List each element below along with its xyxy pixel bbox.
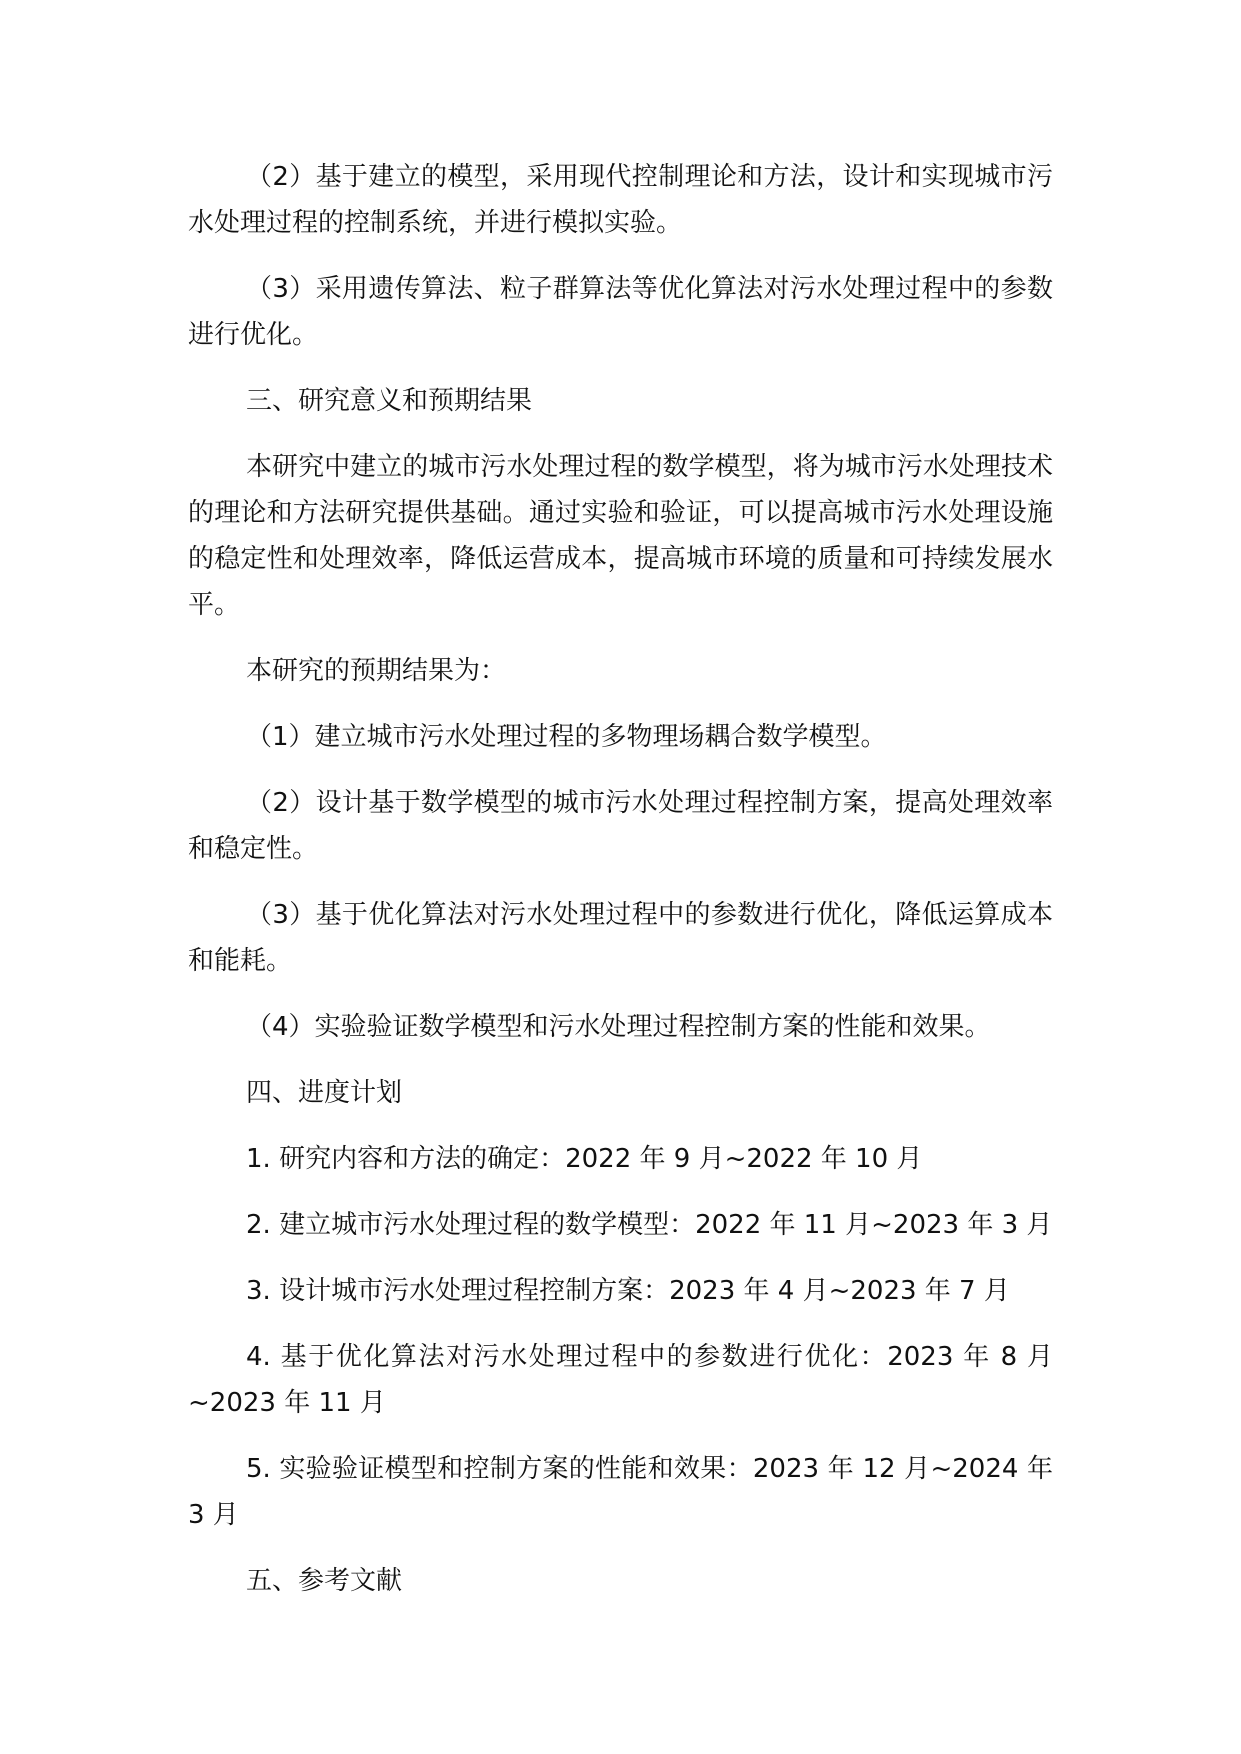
paragraph-expected-result-4: （4）实验验证数学模型和污水处理过程控制方案的性能和效果。	[246, 1012, 991, 1042]
document-body	[188, 154, 1053, 1624]
paragraph-significance: 本研究中建立的城市污水处理过程的数学模型，将为城市污水处理技术的理论和方法研究提供基础。通过实验和验证，可以提高城市污水处理设施的稳定性和处理效率，降低运营成本，提高城市环境的质量和可持续发展水平。	[188, 452, 1053, 620]
schedule-item-4: 4. 基于优化算法对污水处理过程中的参数进行优化：2023 年 8 月~2023 年 11 月	[188, 1342, 1053, 1418]
section-heading-schedule: 四、进度计划	[246, 1078, 403, 1108]
paragraph-expected-result-3: （3）基于优化算法对污水处理过程中的参数进行优化，降低运算成本和能耗。	[188, 900, 1053, 976]
paragraph-objective-2: （2）基于建立的模型，采用现代控制理论和方法，设计和实现城市污水处理过程的控制系统，并进行模拟实验。	[188, 162, 1053, 238]
paragraph-expected-results-intro: 本研究的预期结果为：	[246, 656, 507, 686]
paragraph-expected-result-1: （1）建立城市污水处理过程的多物理场耦合数学模型。	[246, 722, 887, 752]
schedule-item-5: 5. 实验验证模型和控制方案的性能和效果：2023 年 12 月~2024 年 3 月	[188, 1454, 1053, 1530]
paragraph-objective-3: （3）采用遗传算法、粒子群算法等优化算法对污水处理过程中的参数进行优化。	[188, 274, 1053, 350]
schedule-item-1: 1. 研究内容和方法的确定：2022 年 9 月~2022 年 10 月	[246, 1144, 923, 1174]
schedule-item-3: 3. 设计城市污水处理过程控制方案：2023 年 4 月~2023 年 7 月	[246, 1276, 1010, 1306]
section-heading-references: 五、参考文献	[246, 1566, 403, 1596]
paragraph-expected-result-2: （2）设计基于数学模型的城市污水处理过程控制方案，提高处理效率和稳定性。	[188, 788, 1053, 864]
schedule-item-2: 2. 建立城市污水处理过程的数学模型：2022 年 11 月~2023 年 3 月	[246, 1210, 1053, 1240]
section-heading-significance: 三、研究意义和预期结果	[246, 386, 533, 416]
